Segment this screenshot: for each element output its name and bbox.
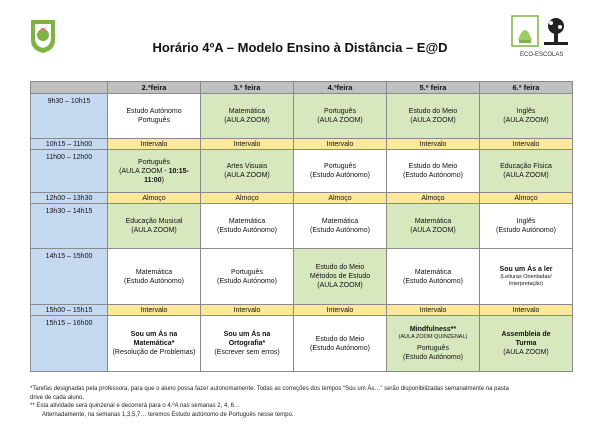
class-cell: Estudo do Meio (Estudo Autónomo)	[387, 150, 480, 193]
time-cell: 11h00 – 12h00	[31, 150, 108, 193]
time-cell: 15h00 – 15h15	[31, 305, 108, 316]
class-cell: Inglês (AULA ZOOM)	[480, 94, 573, 139]
break-cell: Intervalo	[201, 305, 294, 316]
lunch-cell: Almoço	[480, 193, 573, 204]
lunch-cell: Almoço	[108, 193, 201, 204]
break-cell: Intervalo	[201, 139, 294, 150]
day-header-wednesday: 4.ªfeira	[294, 82, 387, 94]
break-cell: Intervalo	[294, 305, 387, 316]
class-cell: Educação Musical (AULA ZOOM)	[108, 204, 201, 249]
lunch-cell: Almoço	[387, 193, 480, 204]
class-cell: Português (AULA ZOOM)	[294, 94, 387, 139]
time-cell: 12h00 – 13h30	[31, 193, 108, 204]
day-header-thursday: 5.ª feira	[387, 82, 480, 94]
class-cell: Inglês (Estudo Autónomo)	[480, 204, 573, 249]
break-row	[31, 139, 573, 150]
class-cell: Matemática (Estudo Autónomo)	[294, 204, 387, 249]
class-cell: Matemática (AULA ZOOM)	[387, 204, 480, 249]
time-cell: 15h15 – 16h00	[31, 316, 108, 372]
class-cell: Estudo do Meio (Estudo Autónomo)	[294, 316, 387, 372]
break-cell: Intervalo	[108, 305, 201, 316]
class-cell: Sou um Ás a ler (Leituras Orientadas/ Interpretação)	[480, 249, 573, 305]
class-cell: Matemática (AULA ZOOM)	[201, 94, 294, 139]
class-cell: Matemática (Estudo Autónomo)	[387, 249, 480, 305]
break-row	[31, 305, 573, 316]
break-cell: Intervalo	[387, 305, 480, 316]
class-cell: Artes Visuais (AULA ZOOM)	[201, 150, 294, 193]
slot-row	[31, 94, 573, 139]
footnote-2: ** Esta atividade será quinzenal e decorrerá para o 4.ºA nas semanas 2, 4, 6…	[30, 403, 240, 409]
header-row	[31, 82, 573, 94]
slot-row	[31, 150, 573, 193]
time-cell: 10h15 – 11h00	[31, 139, 108, 150]
class-cell: Matemática (Estudo Autónomo)	[108, 249, 201, 305]
break-cell: Intervalo	[294, 139, 387, 150]
lunch-cell: Almoço	[294, 193, 387, 204]
time-cell: 13h30 – 14h15	[31, 204, 108, 249]
day-header-tuesday: 3.ª feira	[201, 82, 294, 94]
time-cell: 9h30 – 10h15	[31, 94, 108, 139]
slot-row	[31, 316, 573, 372]
break-cell: Intervalo	[480, 139, 573, 150]
class-cell: Assembleia de Turma (AULA ZOOM)	[480, 316, 573, 372]
break-cell: Intervalo	[480, 305, 573, 316]
class-cell: Português (Estudo Autónomo)	[294, 150, 387, 193]
class-cell: Português (Estudo Autónomo)	[201, 249, 294, 305]
class-cell: Estudo Autónomo Português	[108, 94, 201, 139]
schedule-table	[30, 81, 573, 372]
slot-row	[31, 204, 573, 249]
break-cell: Intervalo	[108, 139, 201, 150]
class-cell: Estudo do Meio Métodos de Estudo (AULA ZOOM)	[294, 249, 387, 305]
break-cell: Intervalo	[387, 139, 480, 150]
footnote-1: *Tarefas designadas pela professora, para que o aluno possa fazer autonomamente. Todas as correções dos tempos “Sou um Ás…” serão disponibilizadas semanalmente na pasta	[30, 386, 509, 392]
day-header-friday: 6.ª feira	[480, 82, 573, 94]
footnote-3: Alternadamente, na semanas 1,3,5,7… teremos Estudo autónomo de Português nesse tempo.	[42, 411, 294, 418]
time-cell: 14h15 – 15h00	[31, 249, 108, 305]
class-cell: Matemática (Estudo Autónomo)	[201, 204, 294, 249]
slot-row	[31, 249, 573, 305]
class-cell: Sou um Ás na Ortografia* (Escrever sem erros)	[201, 316, 294, 372]
class-cell: Estudo do Meio (AULA ZOOM)	[387, 94, 480, 139]
footnotes	[30, 385, 585, 419]
class-cell: Educação Física (AULA ZOOM)	[480, 150, 573, 193]
page-title: Horário 4ºA – Modelo Ensino à Distância – E@D	[152, 40, 448, 55]
class-cell: Mindfulness** (AULA ZOOM QUINZENAL) Português (Estudo Autónomo)	[387, 316, 480, 372]
lunch-row	[31, 193, 573, 204]
class-cell: Sou um Ás na Matemática* (Resolução de Problemas)	[108, 316, 201, 372]
eco-escolas-label: ECO-ESCOLAS	[520, 52, 564, 58]
lunch-cell: Almoço	[201, 193, 294, 204]
day-header-monday: 2.ªfeira	[108, 82, 201, 94]
footnote-1-cont: drive de cada aluno.	[30, 394, 85, 401]
corner-cell	[31, 82, 108, 94]
class-cell: Português (AULA ZOOM - 10:15-11:00)	[108, 150, 201, 193]
